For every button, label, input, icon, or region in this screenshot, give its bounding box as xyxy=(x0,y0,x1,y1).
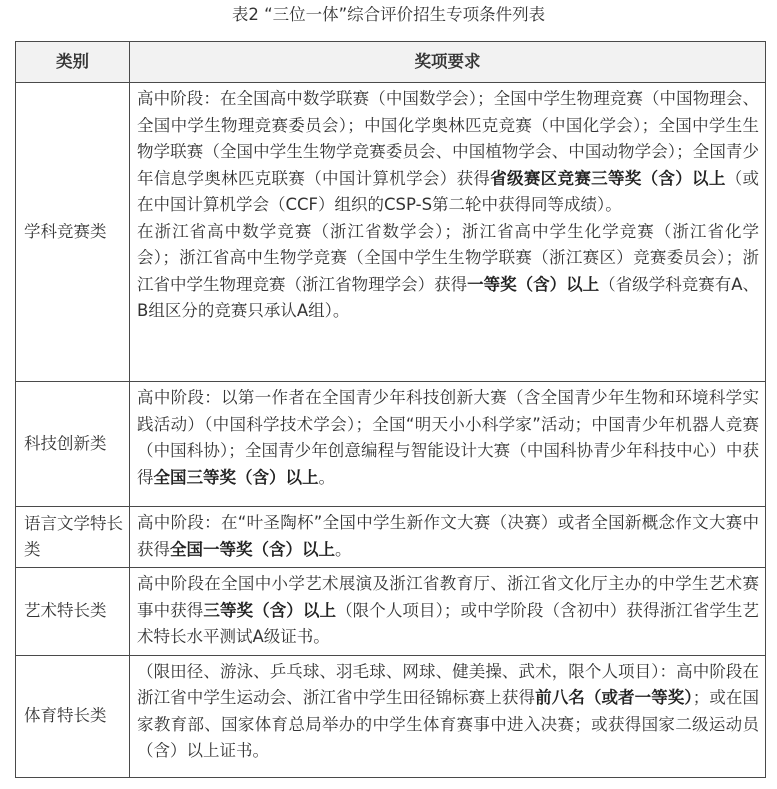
table-row xyxy=(16,655,766,777)
requirement-text: （省级学科竞赛有A、B组区分的竞赛只承认A组）。 xyxy=(137,274,760,320)
requirement-emphasis: 省级赛区竞赛三等奖（含）以上 xyxy=(490,168,726,188)
table-row xyxy=(16,568,766,656)
category-cell: 体育特长类 xyxy=(16,655,130,777)
requirement-text: 高中阶段：在全国高中数学联赛（中国数学会）；全国中学生物理竞赛（中国物理会、全国中学生物理竞赛委员会）；中国化学奥林匹克竞赛（中国化学会）；全国中学生生物学联赛（全国中学生生物学竞赛委员会、中国植物学会、中国动物学会）；全国青少年信息学奥林匹克联赛（中国计算机学会）获得 xyxy=(137,89,759,188)
requirement-paragraph xyxy=(137,86,759,219)
requirement-paragraph xyxy=(137,219,759,325)
requirement-cell xyxy=(130,507,766,568)
category-cell: 艺术特长类 xyxy=(16,568,130,656)
requirement-text: 高中阶段：在“叶圣陶杯”全国中学生新作文大赛（决赛）或者全国新概念作文大赛中获得 xyxy=(137,513,759,559)
category-cell: 科技创新类 xyxy=(16,382,130,507)
requirement-text: 高中阶段：以第一作者在全国青少年科技创新大赛（含全国青少年生物和环境科学实践活动）（中国科学技术学会）；全国“明天小小科学家”活动；中国青少年机器人竞赛（中国科协）；全国青少年创意编程与智能设计大赛（中国科协青少年科技中心）中获得 xyxy=(137,388,759,487)
requirement-emphasis: 前八名（或者一等奖） xyxy=(535,688,693,707)
requirement-cell xyxy=(130,382,766,507)
requirement-emphasis: 三等奖（含）以上 xyxy=(203,600,337,620)
requirement-cell xyxy=(130,83,766,382)
category-cell: 学科竞赛类 xyxy=(16,83,130,382)
header-requirement: 奖项要求 xyxy=(130,42,766,83)
table-row xyxy=(16,382,766,507)
requirement-emphasis: 一等奖（含）以上 xyxy=(467,274,600,294)
requirement-text: （限个人项目）；或中学阶段（含初中）获得浙江省学生艺术特长水平测试A级证书。 xyxy=(137,600,760,646)
conditions-table xyxy=(15,41,766,778)
requirement-text: ；或在国家教育部、国家体育总局举办的中学生体育赛事中进入决赛；或获得国家二级运动员（含）以上证书。 xyxy=(137,688,760,760)
table-header-row xyxy=(16,42,766,83)
requirement-text: 。 xyxy=(318,467,335,487)
requirement-text: 高中阶段在全国中小学艺术展演及浙江省教育厅、浙江省文化厅主办的中学生艺术赛事中获得 xyxy=(137,574,759,620)
category-cell: 语言文学特长类 xyxy=(16,507,130,568)
requirement-text: （或在中国计算机学会（CCF）组织的CSP-S第二轮中获得同等成绩）。 xyxy=(137,168,760,214)
requirement-paragraph xyxy=(137,510,759,563)
requirement-paragraph xyxy=(137,571,759,651)
requirement-cell xyxy=(130,655,766,777)
table-row xyxy=(16,507,766,568)
requirement-paragraph xyxy=(137,659,759,765)
requirement-cell xyxy=(130,568,766,656)
table-row xyxy=(16,83,766,382)
requirement-text: （限田径、游泳、乒乓球、羽毛球、网球、健美操、武术，限个人项目）：高中阶段在浙江省中学生运动会、浙江省中学生田径锦标赛上获得 xyxy=(137,661,759,707)
requirement-emphasis: 全国三等奖（含）以上 xyxy=(153,467,319,487)
requirement-emphasis: 全国一等奖（含）以上 xyxy=(170,539,335,559)
requirement-text: 。 xyxy=(335,539,352,559)
requirement-paragraph xyxy=(137,385,759,491)
table-caption: 表2 “三位一体”综合评价招生专项条件列表 xyxy=(231,5,546,24)
header-category: 类别 xyxy=(16,42,130,83)
requirement-text: 在浙江省高中数学竞赛（浙江省数学会）；浙江省高中学生化学竞赛（浙江省化学会）；浙江省高中生物学竞赛（全国中学生生物学联赛（浙江赛区）竞赛委员会）；浙江省中学生物理竞赛（浙江省物理学会）获得 xyxy=(137,221,759,294)
